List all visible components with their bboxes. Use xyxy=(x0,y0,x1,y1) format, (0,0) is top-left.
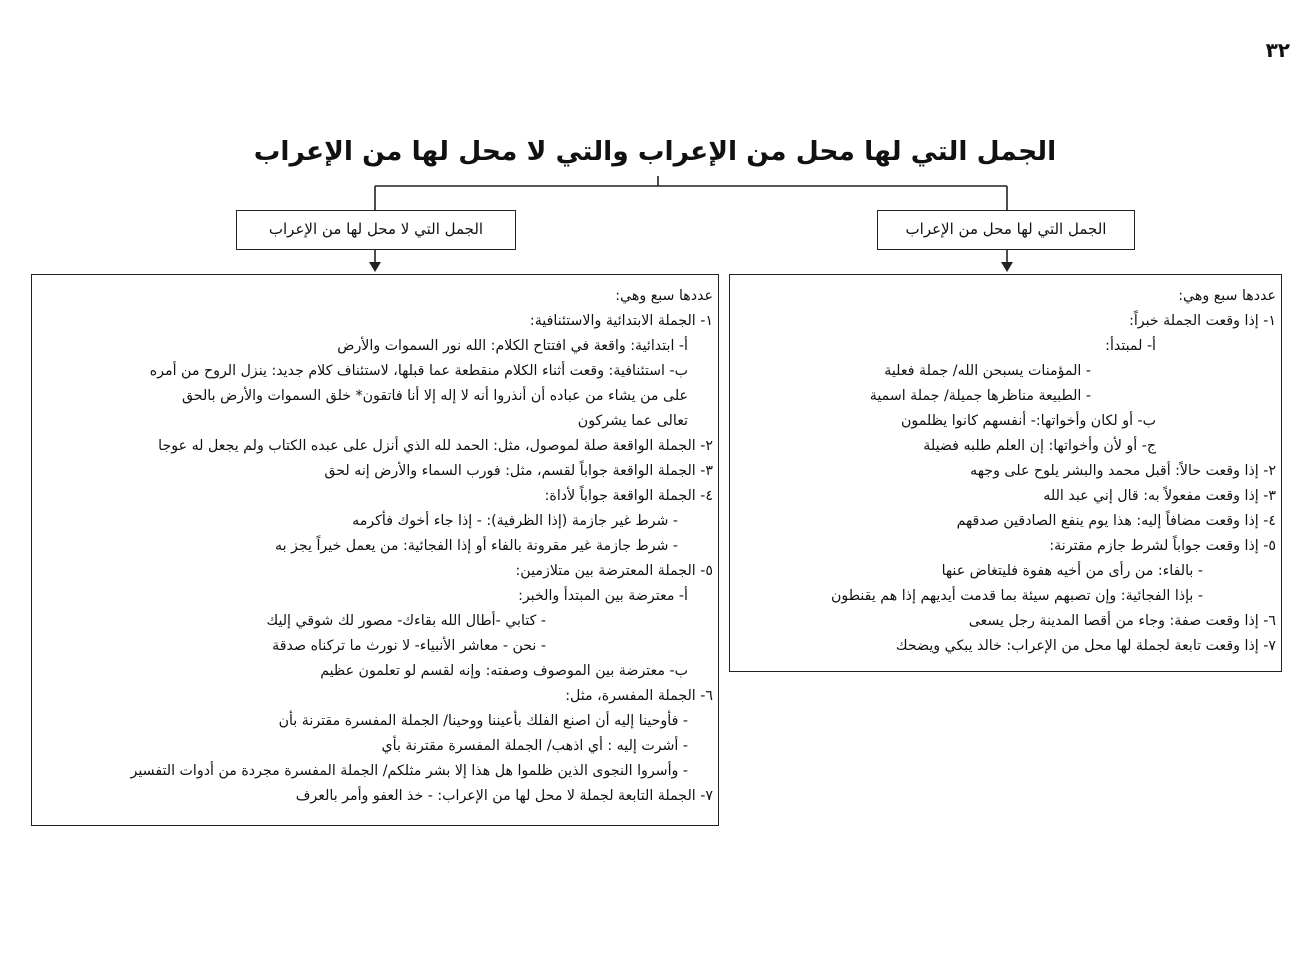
panel-line: على من يشاء من عباده أن أنذروا أنه لا إله إلا أنا فاتقون* خلق السموات والأرض بالحق xyxy=(181,388,688,404)
panel-line: ١- إذا وقعت الجملة خبراً: xyxy=(1129,313,1276,329)
panel-line: ٤- الجملة الواقعة جواباً لأداة: xyxy=(544,488,713,504)
panel-line: ٢- إذا وقعت حالاً: أقبل محمد والبشر يلوح على وجهه xyxy=(970,463,1276,479)
right-arrow-head xyxy=(1001,262,1013,272)
panel-line: - بإذا الفجائية: وإن تصبهم سيئة بما قدمت أيديهم إذا هم يقنطون xyxy=(831,588,1203,604)
panel-line: ب- معترضة بين الموصوف وصفته: وإنه لقسم لو تعلمون عظيم xyxy=(320,663,688,679)
panel-line: - بالفاء: من رأى من أخيه هفوة فليتغاض عنها xyxy=(941,563,1203,579)
panel-line: ٣- الجملة الواقعة جواباً لقسم، مثل: فورب السماء والأرض إنه لحق xyxy=(324,463,713,479)
panel-line: ٢- الجملة الواقعة صلة لموصول، مثل: الحمد لله الذي أنزل على عبده الكتاب ولم يجعل له عوجا xyxy=(158,438,713,454)
panel-line: - أشرت إليه : أي اذهب/ الجملة المفسرة مقترنة بأي xyxy=(381,738,688,754)
panel-line: ج- أو لأن وأخواتها: إن العلم طلبه فضيلة xyxy=(923,438,1156,454)
panel-line: ٦- إذا وقعت صفة: وجاء من أقصا المدينة رجل يسعى xyxy=(968,613,1276,629)
panel-line: - فأوحينا إليه أن اصنع الفلك بأعيننا ووحينا/ الجملة المفسرة مقترنة بأن xyxy=(278,713,688,729)
panel-line: - نحن - معاشر الأنبياء- لا نورث ما تركناه صدقة xyxy=(272,638,546,654)
panel-line: ١- الجملة الابتدائية والاستئنافية: xyxy=(529,313,713,329)
panel-line: ب- استئنافية: وقعت أثناء الكلام منقطعة عما قبلها، لاستئناف كلام جديد: ينزل الروح من أمره xyxy=(149,363,688,379)
panel-line: عددها سبع وهي: xyxy=(1178,288,1276,304)
panel-line: ٧- إذا وقعت تابعة لجملة لها محل من الإعراب: خالد يبكي ويضحك xyxy=(895,638,1276,654)
panel-line: أ- لمبتدأ: xyxy=(1105,338,1156,354)
branch-with-place: الجمل التي لها محل من الإعراب xyxy=(877,210,1135,250)
panel-line: تعالى عما يشركون xyxy=(577,413,688,429)
panel-line: - شرط غير جازمة (إذا الظرفية): - إذا جاء أخوك فأكرمه xyxy=(352,513,678,529)
branch-without-place: الجمل التي لا محل لها من الإعراب xyxy=(236,210,516,250)
panel-line: ٥- الجملة المعترضة بين متلازمين: xyxy=(515,563,713,579)
panel-line: - المؤمنات يسبحن الله/ جملة فعلية xyxy=(884,363,1091,379)
panel-line: ب- أو لكان وأخواتها:- أنفسهم كانوا يظلمون xyxy=(900,413,1156,429)
panel-line: - وأسروا النجوى الذين ظلموا هل هذا إلا بشر مثلكم/ الجملة المفسرة مجردة من أدوات التفسير xyxy=(130,763,688,779)
right-panel xyxy=(729,274,1282,672)
page-number: ٣٢ xyxy=(1265,38,1290,62)
left-panel xyxy=(31,274,719,826)
panel-line: عددها سبع وهي: xyxy=(615,288,713,304)
panel-line: أ- معترضة بين المبتدأ والخبر: xyxy=(518,588,688,604)
panel-line: - كتابي -أطال الله بقاءك- مصور لك شوقي إليك xyxy=(266,613,546,629)
panel-line: ٣- إذا وقعت مفعولاً به: قال إني عبد الله xyxy=(1043,488,1276,504)
panel-line: - شرط جازمة غير مقرونة بالفاء أو إذا الفجائية: من يعمل خيراً يجز به xyxy=(274,538,678,554)
panel-line: ٥- إذا وقعت جواباً لشرط جازم مقترنة: xyxy=(1049,538,1276,554)
panel-line: أ- ابتدائية: واقعة في افتتاح الكلام: الله نور السموات والأرض xyxy=(337,338,688,354)
main-title: الجمل التي لها محل من الإعراب والتي لا محل لها من الإعراب xyxy=(253,136,1057,167)
left-arrow-head xyxy=(369,262,381,272)
panel-line: ٤- إذا وقعت مضافاً إليه: هذا يوم ينفع الصادقين صدقهم xyxy=(956,513,1276,529)
panel-line: ٧- الجملة التابعة لجملة لا محل لها من الإعراب: - خذ العفو وأمر بالعرف xyxy=(295,788,713,804)
panel-line: ٦- الجملة المفسرة، مثل: xyxy=(565,688,713,704)
panel-line: - الطبيعة مناظرها جميلة/ جملة اسمية xyxy=(869,388,1091,404)
